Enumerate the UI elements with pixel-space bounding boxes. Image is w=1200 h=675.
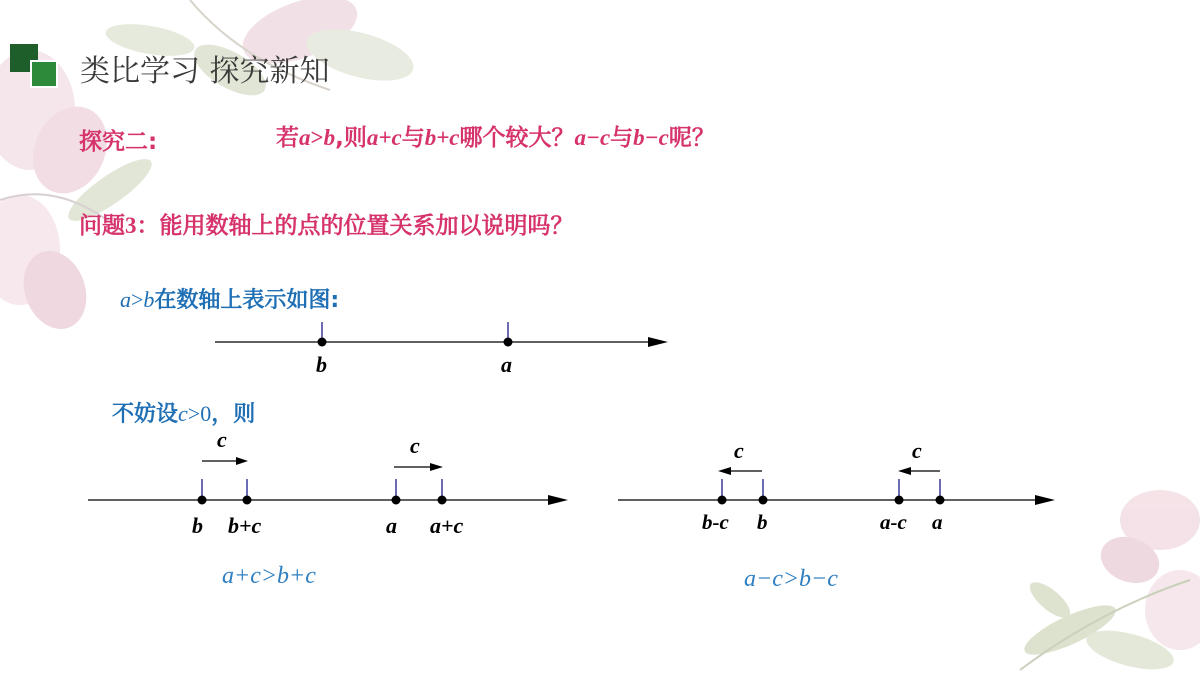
left-shift-c1: c (217, 427, 227, 452)
top-label-b: b (316, 352, 327, 377)
left-label-a: a (386, 513, 397, 538)
number-line-right (610, 425, 1070, 540)
right-label-b-minus-c: b-c (702, 510, 729, 534)
inquiry-label: 探究二: (79, 129, 158, 155)
number-line-top (0, 310, 700, 380)
left-label-b: b (192, 513, 203, 538)
right-shift-c1: c (734, 438, 744, 463)
statement-line: a>b在数轴上表示如图: (120, 287, 340, 313)
problem-3: 问题3：能用数轴上的点的位置关系加以说明吗？ (79, 213, 574, 239)
right-shift-c2: c (912, 438, 922, 463)
right-label-b: b (757, 510, 768, 534)
conclusion-left: a+c>b+c (222, 563, 316, 589)
title-icon-square-light (30, 60, 58, 88)
assume-line: 不妨设c>0，则 (112, 401, 256, 427)
inquiry-question: 若a>b,则a+c与b+c哪个较大？a−c与b−c呢？ (276, 125, 715, 151)
left-shift-c2: c (410, 433, 420, 458)
number-line-left (80, 425, 580, 550)
left-label-a-plus-c: a+c (430, 513, 464, 538)
top-label-a: a (501, 352, 512, 377)
left-label-b-plus-c: b+c (228, 513, 262, 538)
right-label-a-minus-c: a-c (880, 510, 907, 534)
conclusion-right: a−c>b−c (744, 566, 838, 592)
right-label-a: a (932, 510, 943, 534)
slide-title: 类比学习 探究新知 (80, 54, 330, 89)
